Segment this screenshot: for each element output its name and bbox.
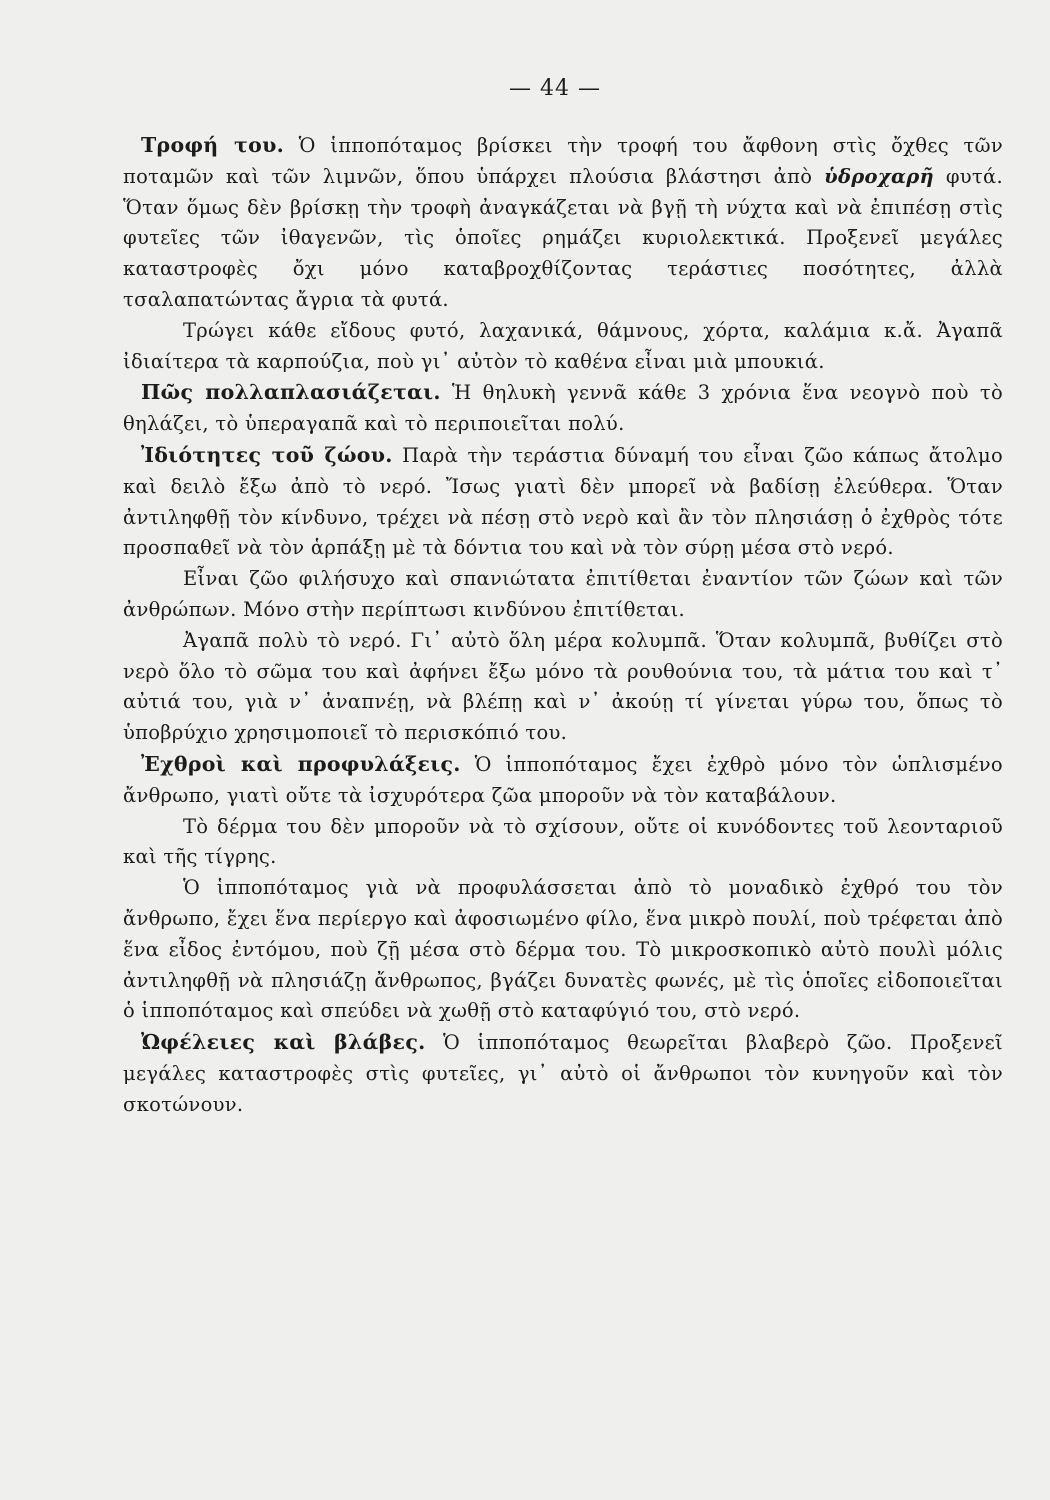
paragraph-peaceful: Εἶναι ζῶο φιλήσυχο καὶ σπανιώτατα ἐπιτίθεται ἐναντίον τῶν ζώων καὶ τῶν ἀνθρώπων. Μόνο στὴν περίπτωσι κινδύνου ἐπιτίθεται. [123,567,1003,621]
paragraph-bird-friend: Ὁ ἱπποπόταμος γιὰ νὰ προφυλάσσεται ἀπὸ τὸ μοναδικὸ ἐχθρό του τὸν ἄνθρωπο, ἔχει ἕνα περίεργο καὶ ἀφοσιωμένο φίλο, ἕνα μικρὸ πουλί, ποὺ τρέφεται ἀπὸ ἕνα εἶδος ἐντόμου, ποὺ ζῇ μέσα στὸ δέρμα του. Τὸ μικροσκοπικὸ αὐτὸ πουλὶ μόλις ἀντιληφθῇ νὰ πλησιάζῃ ἄνθρωπος, βγάζει δυνατὲς φωνές, μὲ τὶς ὁποῖες εἰδοποιεῖται ὁ ἱπποπόταμος καὶ σπεύδει νὰ χωθῇ στὸ καταφύγιό του, στὸ νερό. [123,876,1003,1023]
paragraph-swimming: Ἀγαπᾶ πολὺ τὸ νερό. Γι᾽ αὐτὸ ὅλη μέρα κολυμπᾶ. Ὅταν κολυμπᾶ, βυθίζει στὸ νερὸ ὅλο τὸ σῶμα του καὶ ἀφήνει ἔξω μόνο τὰ ρουθούνια του, τὰ μάτια του καὶ τ᾽ αὐτιά του, γιὰ ν᾽ ἀναπνέῃ, νὰ βλέπῃ καὶ ν᾽ ἀκούῃ τί γίνεται γύρω του, ὅπως τὸ ὑποβρύχιο χρησιμοποιεῖ τὸ περισκόπιό του. [123,628,1003,745]
paragraph-diet: Τρώγει κάθε εἴδους φυτό, λαχανικά, θάμνους, χόρτα, καλάμια κ.ἄ. Ἀγαπᾶ ἰδιαίτερα τὰ καρπούζια, ποὺ γι᾽ αὐτὸν τὸ καθένα εἶναι μιὰ μπουκιά. [123,318,1003,373]
paragraph-enemies [123,749,1003,812]
heading-benefits-harms: Ὠφέλειες καὶ βλάβες. [141,1030,426,1055]
text-enemies: Ὁ ἱπποπόταμος ἔχει ἐχθρὸ μόνο τὸν ὡπλισμένο ἄνθρωπο, γιατὶ οὔτε τὰ ἰσχυρότερα ζῶα μποροῦν νὰ τὸν καταβάλουν. [123,752,1003,807]
heading-reproduction: Πῶς πολλαπλασιάζεται. [141,380,441,405]
text-food-rest: φυτά. Ὅταν ὅμως δὲν βρίσκῃ τὴν τροφὴ ἀναγκάζεται νὰ βγῇ τὴ νύχτα καὶ νὰ ἐπιπέσῃ στὶς φυτεῖες τῶν ἰθαγενῶν, τὶς ὁποῖες ρημάζει κυριολεκτικά. Προξενεῖ μεγάλες καταστροφὲς ὄχι μόνο καταβροχθίζοντας τεράστιες ποσότητες, ἀλλὰ τσαλαπατώντας ἄγρια τὰ φυτά. [123,164,1003,311]
heading-food: Τροφή του. [141,133,285,157]
heading-traits: Ἰδιότητες τοῦ ζώου. [141,442,393,467]
heading-enemies: Ἐχθροὶ καὶ προφυλάξεις. [141,751,461,776]
text-traits: Παρὰ τὴν τεράστια δύναμή του εἶναι ζῶο κάπως ἄτολμο καὶ δειλὸ ἔξω ἀπὸ τὸ νερό. Ἴσως γιατὶ δὲν μπορεῖ νὰ βαδίσῃ ἐλεύθερα. Ὅταν ἀντιληφθῇ τὸν κίνδυνο, τρέχει νὰ πέσῃ στὸ νερὸ καὶ ἂν τὸν πλησιάσῃ ὁ ἐχθρὸς τότε προσπαθεῖ νὰ τὸν ἁρπάξῃ μὲ τὰ δόντια του καὶ νὰ τὸν σύρῃ μέσα στὸ νερό. [123,443,1003,560]
text-food: Ὁ ἱπποπόταμος βρίσκει τὴν τροφή του ἄφθονη στὶς ὄχθες τῶν ποταμῶν καὶ τῶν λιμνῶν, ὅπου ὑπάρχει πλούσια βλάστησι ἀπὸ [123,134,1003,188]
paragraph-traits [123,440,1003,564]
body-text [123,130,1003,1121]
page-number: — 44 — [509,76,601,101]
paragraph-skin: Τὸ δέρμα του δὲν μποροῦν νὰ τὸ σχίσουν, οὔτε οἱ κυνόδοντες τοῦ λεονταριοῦ καὶ τῆς τίγρης. [123,814,1003,869]
text-reproduction: Ἡ θηλυκὴ γεννᾶ κάθε 3 χρόνια ἕνα νεογνὸ ποὺ τὸ θηλάζει, τὸ ὑπεραγαπᾶ καὶ τὸ περιποιεῖται πολύ. [123,381,1003,436]
text-benefits-harms: Ὁ ἱπποπόταμος θεωρεῖται βλαβερὸ ζῶο. Προξενεῖ μεγάλες καταστροφὲς στὶς φυτεῖες, γι᾽ αὐτὸ οἱ ἄνθρωποι τὸν κυνηγοῦν καὶ τὸν σκοτώνουν. [123,1031,1003,1116]
paragraph-benefits-harms [123,1027,1003,1120]
paragraph-reproduction [123,377,1003,440]
emphasis-hydrophilic: ὑδροχαρῆ [824,164,935,188]
paragraph-food [123,130,1003,316]
